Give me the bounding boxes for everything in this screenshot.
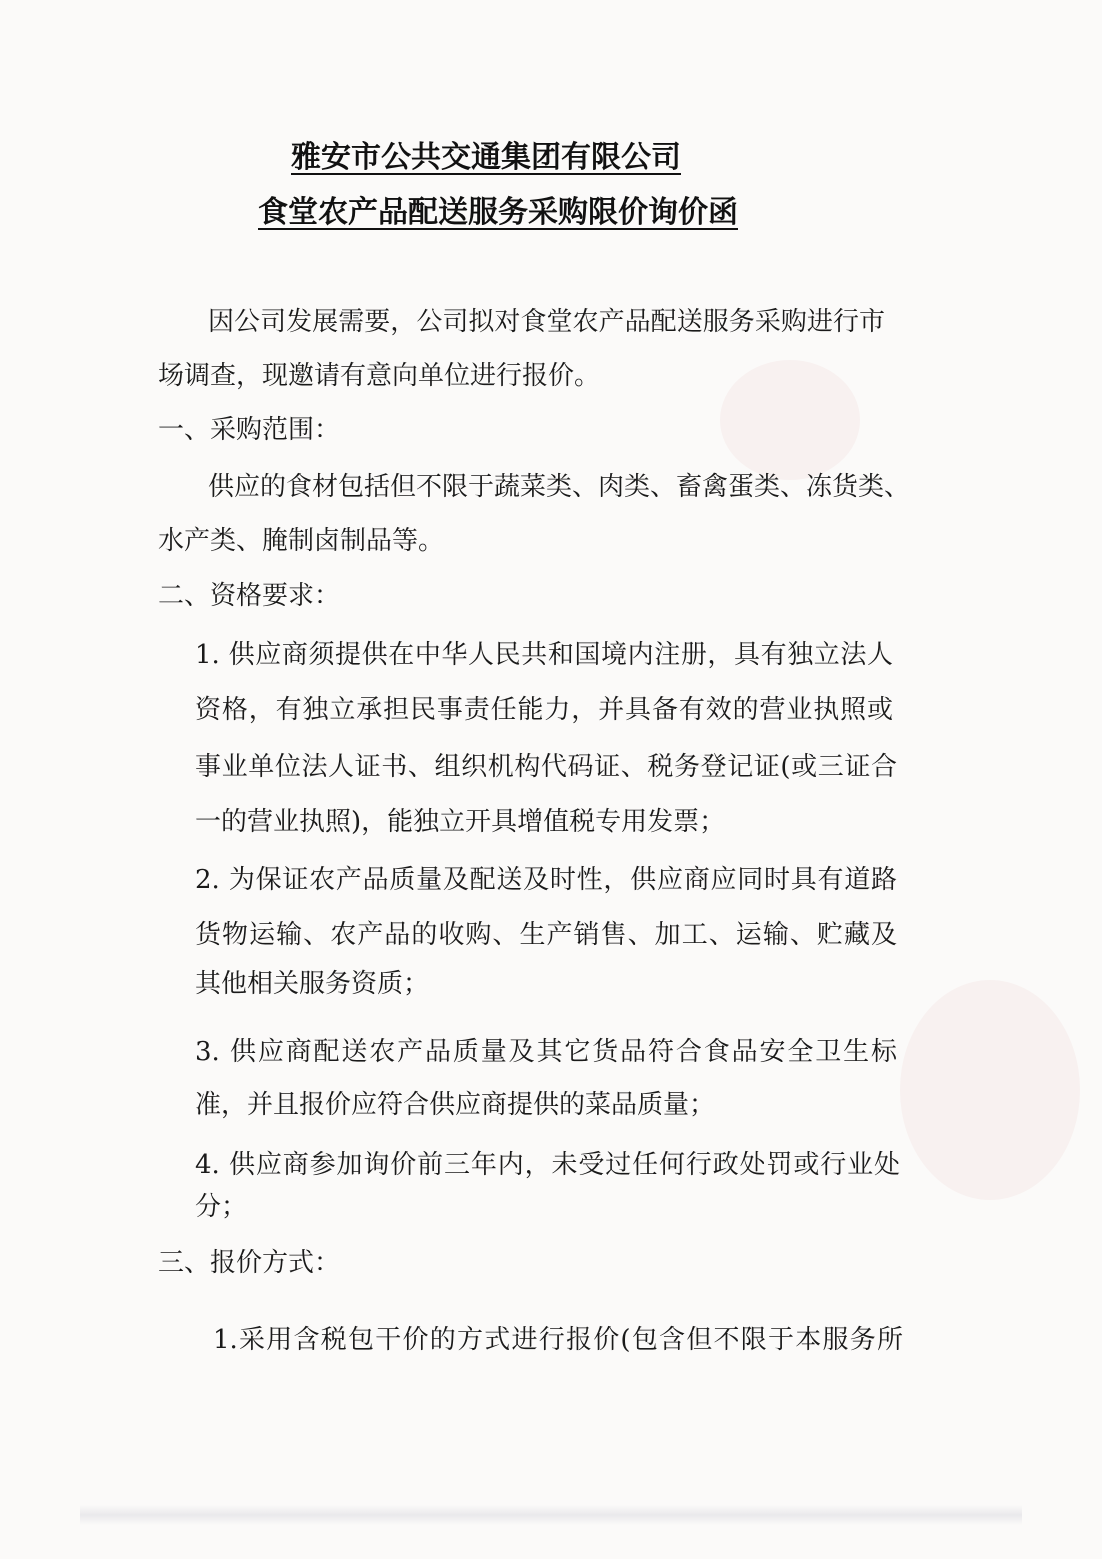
body-text-line: 准，并且报价应符合供应商提供的菜品质量； [195, 1090, 716, 1120]
body-text-line: 三、报价方式： [158, 1248, 341, 1278]
body-text-line: 1. 供应商须提供在中华人民共和国境内注册，具有独立法人 [195, 640, 893, 670]
body-text-line: 资格，有独立承担民事责任能力，并具备有效的营业执照或 [195, 695, 893, 725]
body-text-line: 因公司发展需要，公司拟对食堂农产品配送服务采购进行市 [208, 307, 885, 337]
body-text-line: 水产类、腌制卤制品等。 [158, 526, 445, 556]
body-text-line: 分； [195, 1192, 248, 1222]
body-text-line: 供应的食材包括但不限于蔬菜类、肉类、畜禽蛋类、冻货类、 [208, 472, 911, 502]
scan-stain [720, 360, 860, 480]
body-text-line: 一的营业执照)，能独立开具增值税专用发票； [195, 807, 726, 837]
body-text-line: 事业单位法人证书、组织机构代码证、税务登记证(或三证合 [195, 752, 897, 782]
body-text-line: 其他相关服务资质； [195, 969, 430, 999]
document-title-line-2: 食堂农产品配送服务采购限价询价函 [258, 195, 738, 230]
body-text-line: 4. 供应商参加询价前三年内，未受过任何行政处罚或行业处 [195, 1150, 900, 1180]
body-text-line: 场调查，现邀请有意向单位进行报价。 [158, 361, 601, 391]
body-text-line: 一、采购范围： [158, 415, 341, 445]
body-text-line: 3. 供应商配送农产品质量及其它货品符合食品安全卫生标 [195, 1037, 897, 1067]
body-text-line: 二、资格要求： [158, 581, 341, 611]
scan-stain [900, 980, 1080, 1200]
body-text-line: 2. 为保证农产品质量及配送及时性，供应商应同时具有道路 [195, 865, 897, 895]
document-title-line-1: 雅安市公共交通集团有限公司 [291, 140, 681, 175]
body-text-line: 货物运输、农产品的收购、生产销售、加工、运输、贮藏及 [195, 920, 897, 950]
scan-edge [80, 1505, 1022, 1525]
body-text-line: 1.采用含税包干价的方式进行报价(包含但不限于本服务所 [213, 1325, 903, 1355]
